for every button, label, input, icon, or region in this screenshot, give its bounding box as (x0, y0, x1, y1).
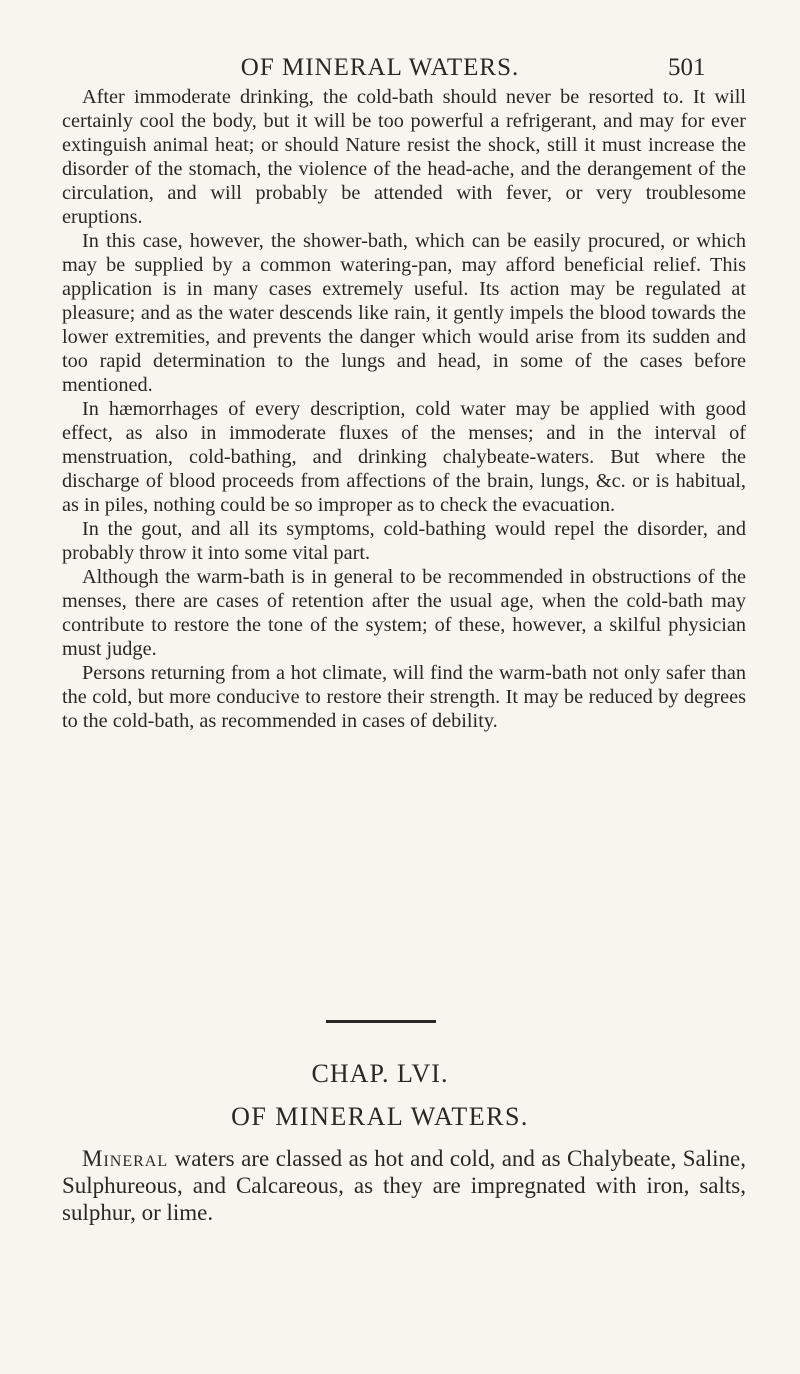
paragraph (62, 1145, 746, 1226)
lead-word: Mineral (82, 1146, 169, 1171)
paragraph: Persons returning from a hot climate, will find the warm-bath not only safer than the cold, but more conducive to restore their strength. It may be reduced by degrees to the cold-bath, as recommended in cases of debility. (62, 662, 746, 732)
lead-text: waters are classed as hot and cold, and as Chalybeate, Saline, Sulphureous, and Calcareous, as they are impregnated with iron, salts, sulphur, or lime. (62, 1146, 746, 1225)
paragraph: In the gout, and all its symptoms, cold-bathing would repel the disorder, and probably throw it into some vital part. (62, 518, 746, 564)
body-text (62, 85, 746, 733)
paragraph: In this case, however, the shower-bath, which can be easily procured, or which may be supplied by a common watering-pan, may afford beneficial relief. This application is in many cases extremely useful. Its action may be regulated at pleasure; and as the water descends like rain, it gently impels the blood towards the lower extremities, and prevents the danger which would arise from its sudden and too rapid determination to the lungs and head, in some of the cases before mentioned. (62, 230, 746, 396)
paragraph: After immoderate drinking, the cold-bath should never be resorted to. It will certainly cool the body, but it will be too powerful a refrigerant, and may for ever extinguish animal heat; or should Nature resist the shock, still it must increase the disorder of the stomach, the violence of the head-ache, and the derangement of the circulation, and will probably be attended with fever, or very troublesome eruptions. (62, 86, 746, 228)
chapter-title: OF MINERAL WATERS. (231, 1102, 529, 1131)
paragraph: Although the warm-bath is in general to be recommended in obstructions of the menses, there are cases of retention after the usual age, when the cold-bath may contribute to restore the tone of the system; of these, however, a skilful physician must judge. (62, 566, 746, 660)
chapter-number: CHAP. LVI. (311, 1059, 449, 1088)
section-divider (326, 1020, 436, 1023)
paragraph: In hæmorrhages of every description, cold water may be applied with good effect, as also in immoderate fluxes of the menses; and in the interval of menstruation, cold-bathing, and drinking chalybeate-waters. But where the discharge of blood proceeds from affections of the brain, lungs, &c. or is habitual, as in piles, nothing could be so improper as to check the evacuation. (62, 398, 746, 516)
running-title: OF MINERAL WATERS. (240, 54, 520, 81)
page-number: 501 (668, 54, 706, 81)
chapter-opening (62, 1145, 746, 1226)
